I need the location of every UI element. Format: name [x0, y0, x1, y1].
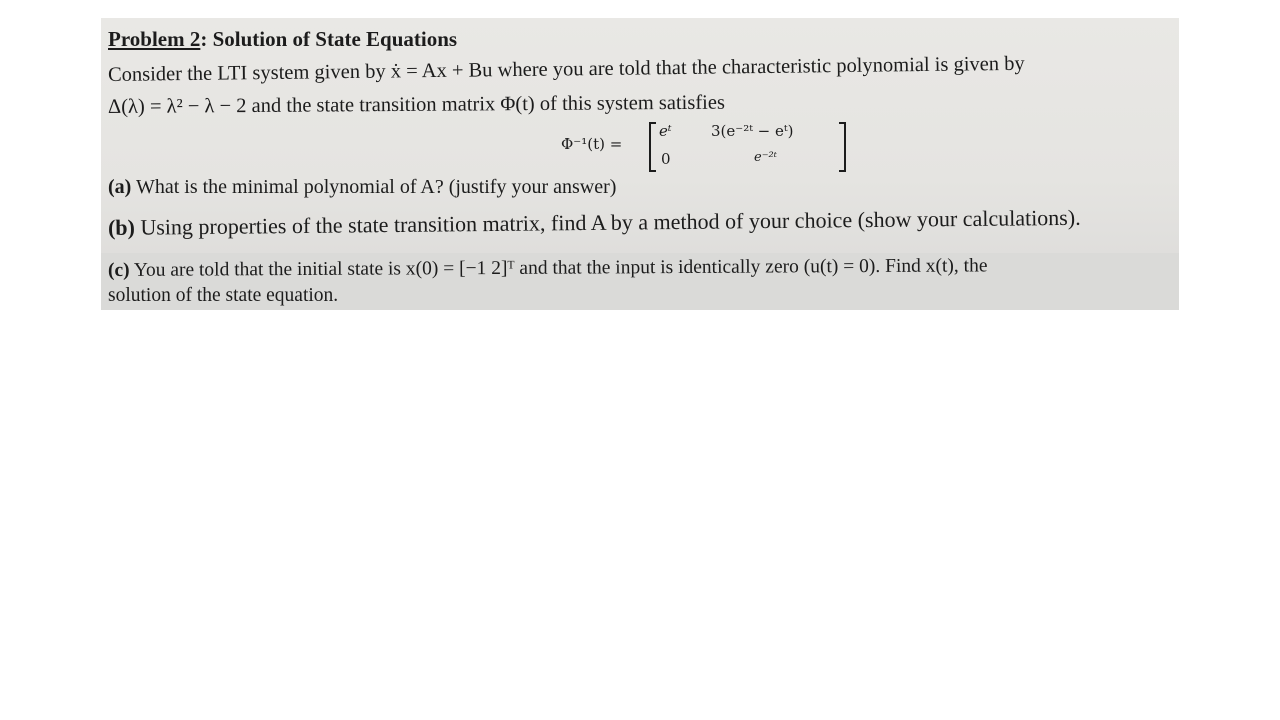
question-a	[108, 176, 616, 199]
problem-label: Problem 2	[108, 27, 201, 51]
matrix-entry-11: eᵗ	[659, 122, 672, 140]
matrix-entry-21: 0	[661, 150, 671, 168]
problem-heading	[108, 27, 457, 52]
left-bracket	[649, 122, 656, 172]
intro-line-1: Consider the LTI system given by ẋ = Ax + Bu where you are told that the characteristic polynomial is given by	[107, 52, 1025, 86]
question-c-label: (c)	[107, 259, 130, 281]
problem-photo	[101, 18, 1179, 310]
intro-line-2: Δ(λ) = λ² − λ − 2 and the state transition matrix Φ(t) of this system satisfies	[107, 91, 725, 118]
question-b-text: Using properties of the state transition matrix, find A by a method of your choice (show your calculations).	[134, 204, 1081, 240]
question-c-text: You are told that the initial state is x(0) = [−1 2]ᵀ and that the input is identically zero (u(t) = 0). Find x(t), the	[129, 255, 988, 281]
question-a-label: (a)	[108, 176, 132, 198]
question-c-continued: solution of the state equation.	[108, 285, 339, 306]
problem-title: : Solution of State Equations	[200, 27, 458, 51]
equation-lhs: Φ⁻¹(t) =	[561, 135, 623, 153]
matrix-entry-22: e⁻²ᵗ	[754, 150, 777, 165]
matrix-entry-12: 3(e⁻²ᵗ − eᵗ)	[711, 122, 794, 140]
question-b	[108, 205, 1081, 241]
question-c	[108, 255, 988, 282]
right-bracket	[839, 122, 846, 172]
question-a-text: What is the minimal polynomial of A? (justify your answer)	[131, 176, 617, 198]
question-b-label: (b)	[107, 214, 136, 240]
